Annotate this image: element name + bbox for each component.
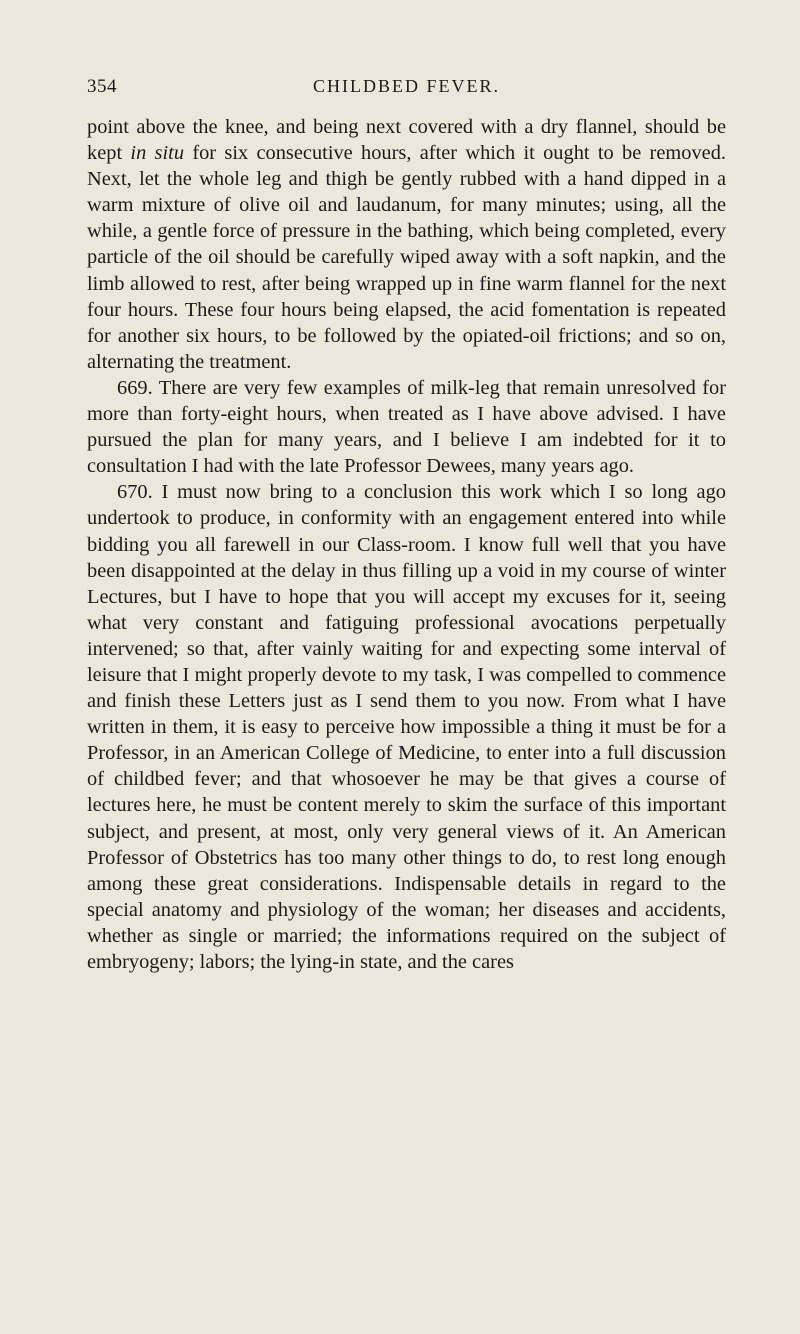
body-text [87,114,726,975]
paragraph-text-after: for six consecutive hours, after which it ought to be removed. Next, let the whole leg and thigh be gently rubbed with a hand dipped in a warm mixture of olive oil and laudanum, for many minutes; using, all the while, a gentle force of pressure in the bathing, which being completed, every particle of the oil should be carefully wiped away with a soft napkin, and the limb allowed to rest, after being wrapped up in fine warm flannel for the next four hours. These four hours being elapsed, the acid fomentation is repeated for another six hours, to be followed by the opiated-oil frictions; and so on, alternating the treatment. [87,142,726,373]
paragraph-text-before: point above the knee, and being next covered with a dry flannel, should be kept [87,116,726,165]
paragraph-669: 669. There are very few examples of milk-leg that remain unresolved for more than forty-eight hours, when treated as I have above advised. I have pursued the plan for many years, and I believe I am indebted for it to consultation I had with the late Professor Dewees, many years ago. [87,376,726,478]
page-number: 354 [87,76,117,97]
paragraph-continuation [87,114,726,375]
running-head [87,76,726,106]
running-title: CHILDBED FEVER. [313,76,500,96]
latin-phrase: in situ [130,142,185,165]
paragraph-670: 670. I must now bring to a conclusion this work which I so long ago undertook to produce, in conformity with an engagement entered into while bidding you all farewell in our Class-room. I know full well that you have been disappointed at the delay in thus filling up a void in my course of winter Lectures, but I have to hope that you will accept my excuses for it, seeing what very constant and fatiguing professional avocations perpetually intervened; so that, after vainly waiting for and expecting some interval of leisure that I might properly devote to my task, I was compelled to commence and finish these Letters just as I send them to you now. From what I have written in them, it is easy to perceive how impossible a thing it must be for a Professor, in an American College of Medicine, to enter into a full discussion of childbed fever; and that whosoever he may be that gives a course of lectures here, he must be content merely to skim the surface of this important subject, and present, at most, only very general views of it. An American Professor of Obstetrics has too many other things to do, to rest long enough among these great considerations. Indispensable details in regard to the special anatomy and physiology of the woman; her diseases and accidents, whether as single or married; the informations required on the subject of embryogeny; labors; the lying-in state, and the cares [87,481,726,973]
